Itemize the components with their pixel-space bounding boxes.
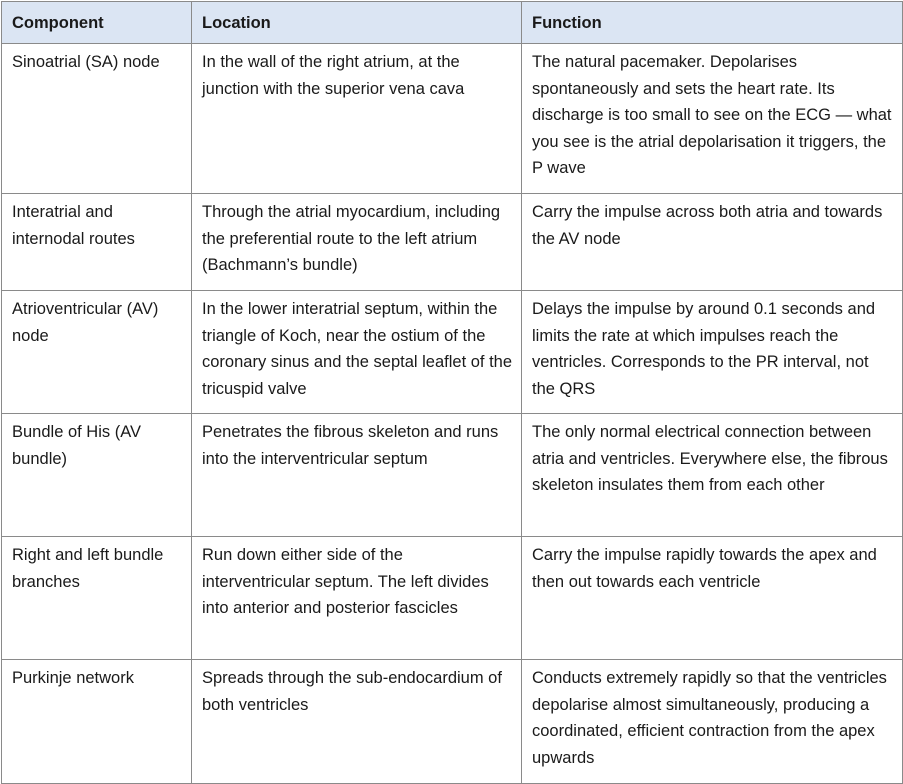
cell-location: In the lower interatrial septum, within the triangle of Koch, near the ostium of the coronary sinus and the septal leaflet of the tricuspid valve bbox=[192, 291, 522, 414]
table-row bbox=[2, 194, 903, 291]
table-row bbox=[2, 660, 903, 784]
cell-function: The only normal electrical connection between atria and ventricles. Everywhere else, the fibrous skeleton insulates them from each other bbox=[522, 414, 903, 537]
cell-function: Carry the impulse rapidly towards the apex and then out towards each ventricle bbox=[522, 537, 903, 660]
cell-location: In the wall of the right atrium, at the junction with the superior vena cava bbox=[192, 44, 522, 194]
header-function: Function bbox=[522, 2, 903, 44]
cell-component: Bundle of His (AV bundle) bbox=[2, 414, 192, 537]
cell-component: Atrioventricular (AV) node bbox=[2, 291, 192, 414]
cell-component: Sinoatrial (SA) node bbox=[2, 44, 192, 194]
cell-location: Through the atrial myocardium, including the preferential route to the left atrium (Bachmann’s bundle) bbox=[192, 194, 522, 291]
cell-function: Delays the impulse by around 0.1 seconds and limits the rate at which impulses reach the ventricles. Corresponds to the PR interval, not the QRS bbox=[522, 291, 903, 414]
table-row bbox=[2, 291, 903, 414]
cell-location: Run down either side of the interventricular septum. The left divides into anterior and posterior fascicles bbox=[192, 537, 522, 660]
header-component: Component bbox=[2, 2, 192, 44]
cell-location: Penetrates the fibrous skeleton and runs into the interventricular septum bbox=[192, 414, 522, 537]
cell-function: Conducts extremely rapidly so that the ventricles depolarise almost simultaneously, producing a coordinated, efficient contraction from the apex upwards bbox=[522, 660, 903, 784]
cell-function: Carry the impulse across both atria and towards the AV node bbox=[522, 194, 903, 291]
cell-component: Purkinje network bbox=[2, 660, 192, 784]
cell-component: Right and left bundle branches bbox=[2, 537, 192, 660]
cell-function: The natural pacemaker. Depolarises spontaneously and sets the heart rate. Its discharge is too small to see on the ECG — what you see is the atrial depolarisation it triggers, the P wave bbox=[522, 44, 903, 194]
table-row bbox=[2, 44, 903, 194]
header-row bbox=[2, 2, 903, 44]
table-row bbox=[2, 537, 903, 660]
cell-location: Spreads through the sub-endocardium of both ventricles bbox=[192, 660, 522, 784]
cell-component: Interatrial and internodal routes bbox=[2, 194, 192, 291]
table-row bbox=[2, 414, 903, 537]
header-location: Location bbox=[192, 2, 522, 44]
conduction-system-table bbox=[1, 1, 903, 784]
